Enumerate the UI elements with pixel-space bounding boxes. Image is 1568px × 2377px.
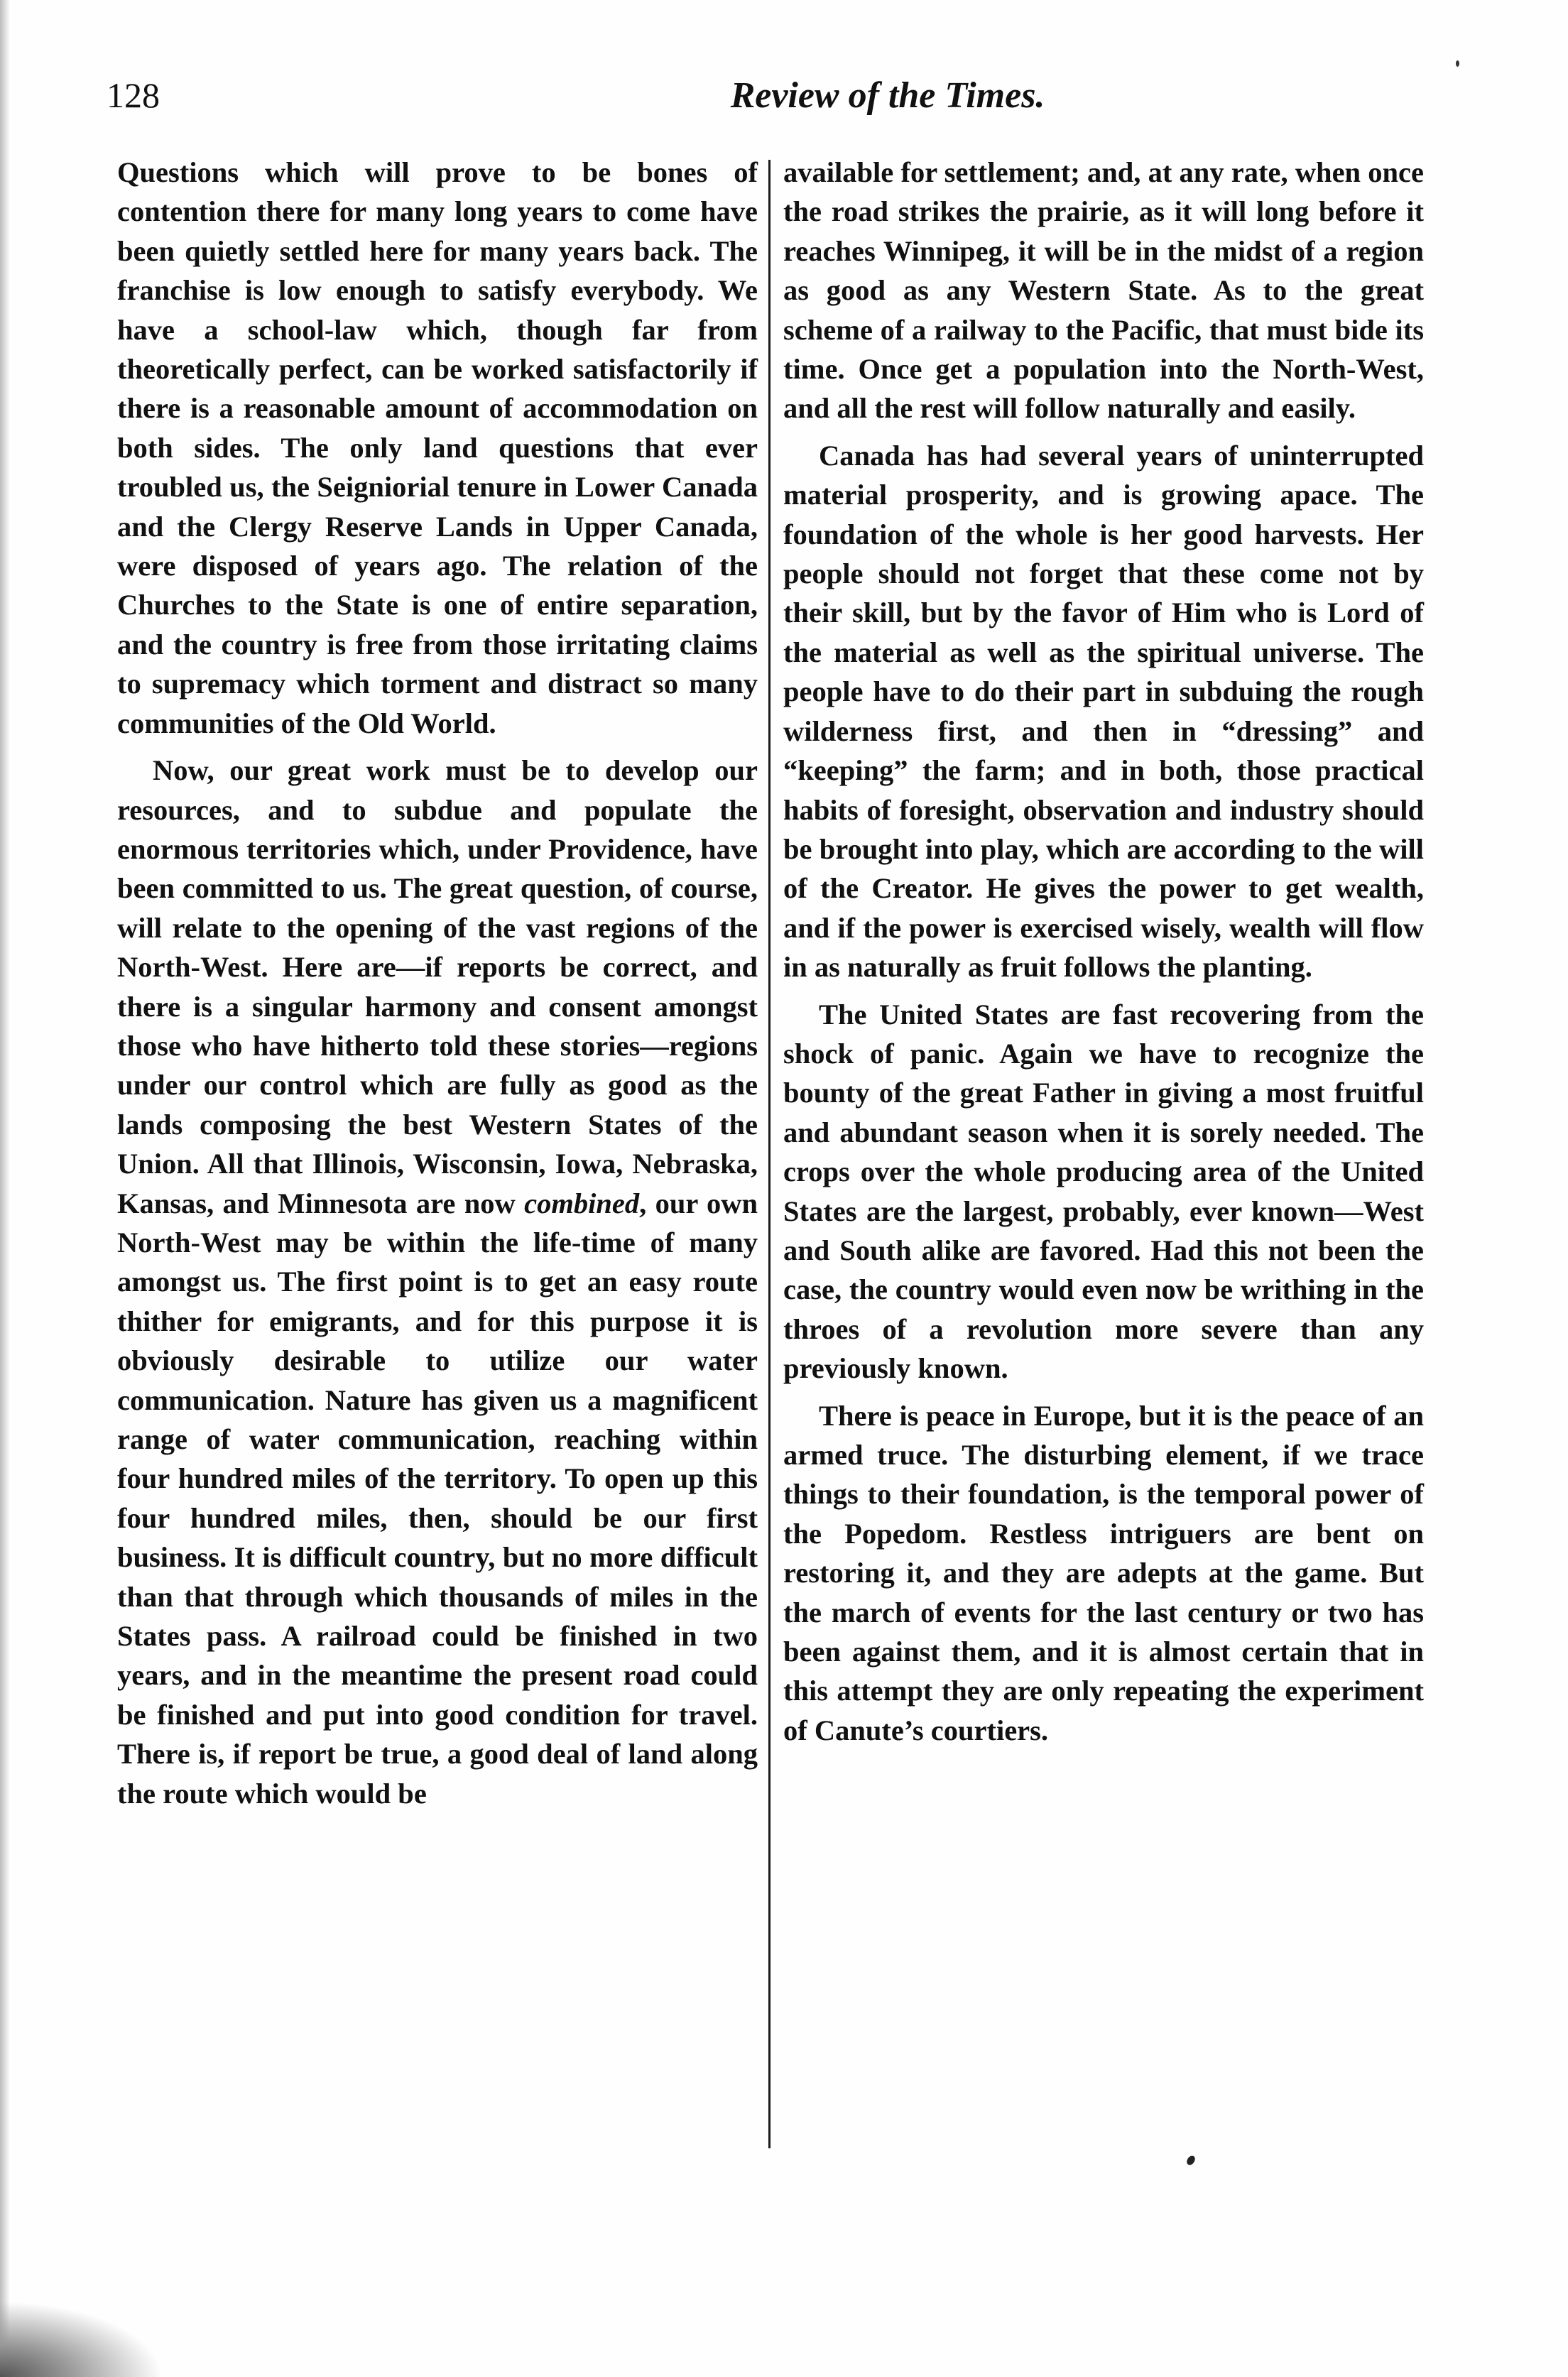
column-divider (768, 160, 771, 2148)
running-title: Review of the Times. (730, 75, 1045, 116)
paragraph (117, 751, 758, 1813)
left-column (117, 153, 758, 1813)
paragraph: Canada has had several years of uninterrupted material prosperity, and is growing apace. The foundation of the whole is her good harvests. Her people should not forget that these come not by their skill, but by the favor of Him who is Lord of the material as well as the spiritual universe. The people have to do their part in subduing the rough wilderness first, and then in “dressing” and “keeping” the farm; and in both, those practical habits of foresight, observation and industry should be brought into play, which are according to the will of the Creator. He gives the power to get wealth, and if the power is exercised wisely, wealth will flow in as naturally as fruit follows the planting. (783, 439, 1424, 984)
right-column (783, 153, 1424, 1750)
paragraph-text: Now, our great work must be to develop our resources, and to subdue and populate the enormous territories which, under Providence, have been committed to us. The great question, of course, will relate to the opening of the vast regions of the North-West. Here are—if reports be correct, and there is a singular harmony and consent amongst those who have hitherto told these stories—regions under our control which are fully as good as the lands composing the best Western States of the Union. All that Illinois, Wisconsin, Iowa, Nebraska, Kansas, and Minnesota are now (117, 754, 758, 1219)
paragraph: available for settlement; and, at any rate, when once the road strikes the prairie, as it will long before it reaches Winnipeg, it will be in the midst of a region as good as any Western State. As to the great scheme of a railway to the Pacific, that must bide its time. Once get a population into the North-West, and all the rest will follow naturally and easily. (783, 156, 1424, 425)
paragraph: Questions which will prove to be bones of contention there for many long years to come have been quietly settled here for many years back. The franchise is low enough to satisfy everybody. We have a school-law which, though far from theoretically perfect, can be worked satisfactorily if there is a reasonable amount of accommodation on both sides. The only land questions that ever troubled us, the Seigniorial tenure in Lower Canada and the Clergy Reserve Lands in Upper Canada, were disposed of years ago. The relation of the Churches to the State is one of entire separation, and the country is free from those irritating claims to supremacy which torment and distract so many communities of the Old World. (117, 156, 758, 739)
paragraph: There is peace in Europe, but it is the peace of an armed truce. The disturbing element, if we trace things to their foundation, is the temporal power of the Popedom. Restless intriguers are bent on restoring it, and they are adepts at the game. But the march of events for the last century or two has been against them, and it is almost certain that in this attempt they are only repeating the experiment of Canute’s courtiers. (783, 1399, 1424, 1746)
page-gutter-shadow (0, 0, 10, 2377)
emphasized-word: combined (524, 1187, 640, 1219)
ink-speck (1456, 60, 1459, 67)
running-head (107, 75, 1427, 124)
page-smudge (0, 2301, 163, 2377)
paragraph: The United States are fast recovering from the shock of panic. Again we have to recognize the bounty of the great Father in giving a most fruitful and abundant season when it is sorely needed. The crops over the whole producing area of the United States are the largest, probably, ever known—West and South alike are favored. Had this not been the case, the country would even now be writhing in the throes of a revolution more severe than any previously known. (783, 998, 1424, 1385)
ink-speck (1185, 2154, 1197, 2166)
paragraph-text: , our own North-West may be within the life-time of many amongst us. The first point is to get an easy route thither for emigrants, and for this purpose it is obviously desirable to utilize our water communication. Nature has given us a magnificent range of water communication, reaching within four hundred miles of the territory. To open up this four hundred miles, then, should be our first business. It is difficult country, but no more difficult than that through which thousands of miles in the States pass. A railroad could be finished in two years, and in the meantime the present road could be finished and put into good condition for travel. There is, if report be true, a good deal of land along the route which would be (117, 1187, 758, 1810)
page-number: 128 (107, 75, 160, 115)
